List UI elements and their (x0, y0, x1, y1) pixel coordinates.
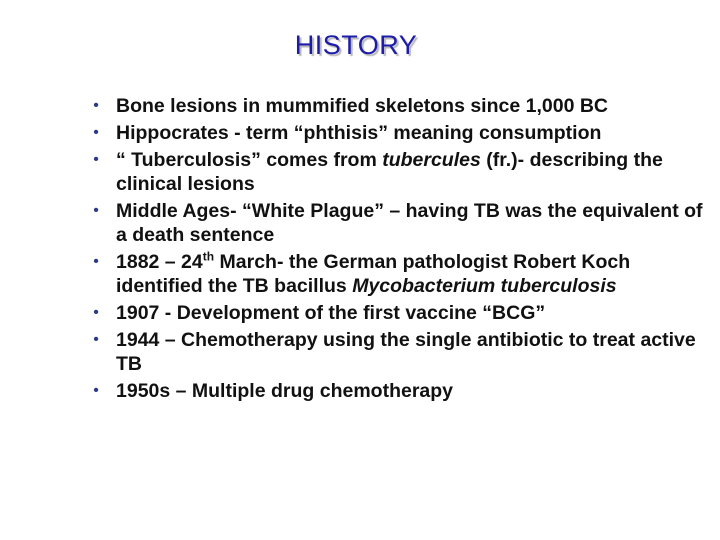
bullet-text-segment: 1907 - Development of the first vaccine “BCG” (116, 302, 546, 324)
bullet-dot-icon: • (93, 202, 99, 219)
bullet-text (116, 329, 696, 375)
bullet-text-segment: “ Tuberculosis” comes from (116, 149, 383, 171)
bullet-item (0, 250, 712, 298)
bullet-item (0, 199, 712, 247)
bullet-dot-icon: • (93, 331, 99, 348)
bullet-item (0, 121, 712, 145)
bullet-text-segment: th (202, 249, 215, 264)
bullet-text (116, 200, 703, 246)
bullet-text (116, 251, 630, 297)
bullet-list (0, 94, 712, 406)
bullet-text-segment: 1950s – Multiple drug chemotherapy (116, 380, 454, 402)
bullet-item (0, 379, 712, 403)
bullet-dot-icon: • (93, 304, 99, 321)
slide-title: HISTORY (294, 30, 418, 60)
bullet-text-segment: Bone lesions in mummified skeletons since 1,000 BC (116, 95, 608, 117)
bullet-item (0, 328, 712, 376)
bullet-text-segment: tubercules (382, 149, 481, 171)
bullet-text-segment: Middle Ages- “White Plague” – having TB was the equivalent of a death sentence (116, 200, 703, 246)
bullet-text-segment: Mycobacterium tuberculosis (352, 275, 617, 297)
bullet-text-segment: 1944 – Chemotherapy using the single antibiotic to treat active TB (116, 329, 696, 375)
bullet-text (116, 95, 608, 117)
bullet-dot-icon: • (93, 151, 99, 168)
bullet-dot-icon: • (93, 124, 99, 141)
bullet-text-segment: Hippocrates - term “phthisis” meaning consumption (116, 122, 602, 144)
bullet-text (116, 122, 601, 144)
bullet-text-segment: 1882 – 24 (116, 251, 203, 273)
bullet-item (0, 301, 712, 325)
bullet-dot-icon: • (93, 253, 99, 270)
bullet-text (116, 149, 663, 195)
bullet-text-segment: (fr.)- describing the clinical lesions (116, 149, 663, 195)
bullet-text-segment: March- the German pathologist Robert Koch identified the TB bacillus (116, 251, 631, 297)
bullet-text (116, 302, 545, 324)
bullet-dot-icon: • (93, 382, 99, 399)
bullet-item (0, 148, 712, 196)
bullet-text (116, 380, 453, 402)
bullet-item (0, 94, 712, 118)
bullet-dot-icon: • (93, 97, 99, 114)
